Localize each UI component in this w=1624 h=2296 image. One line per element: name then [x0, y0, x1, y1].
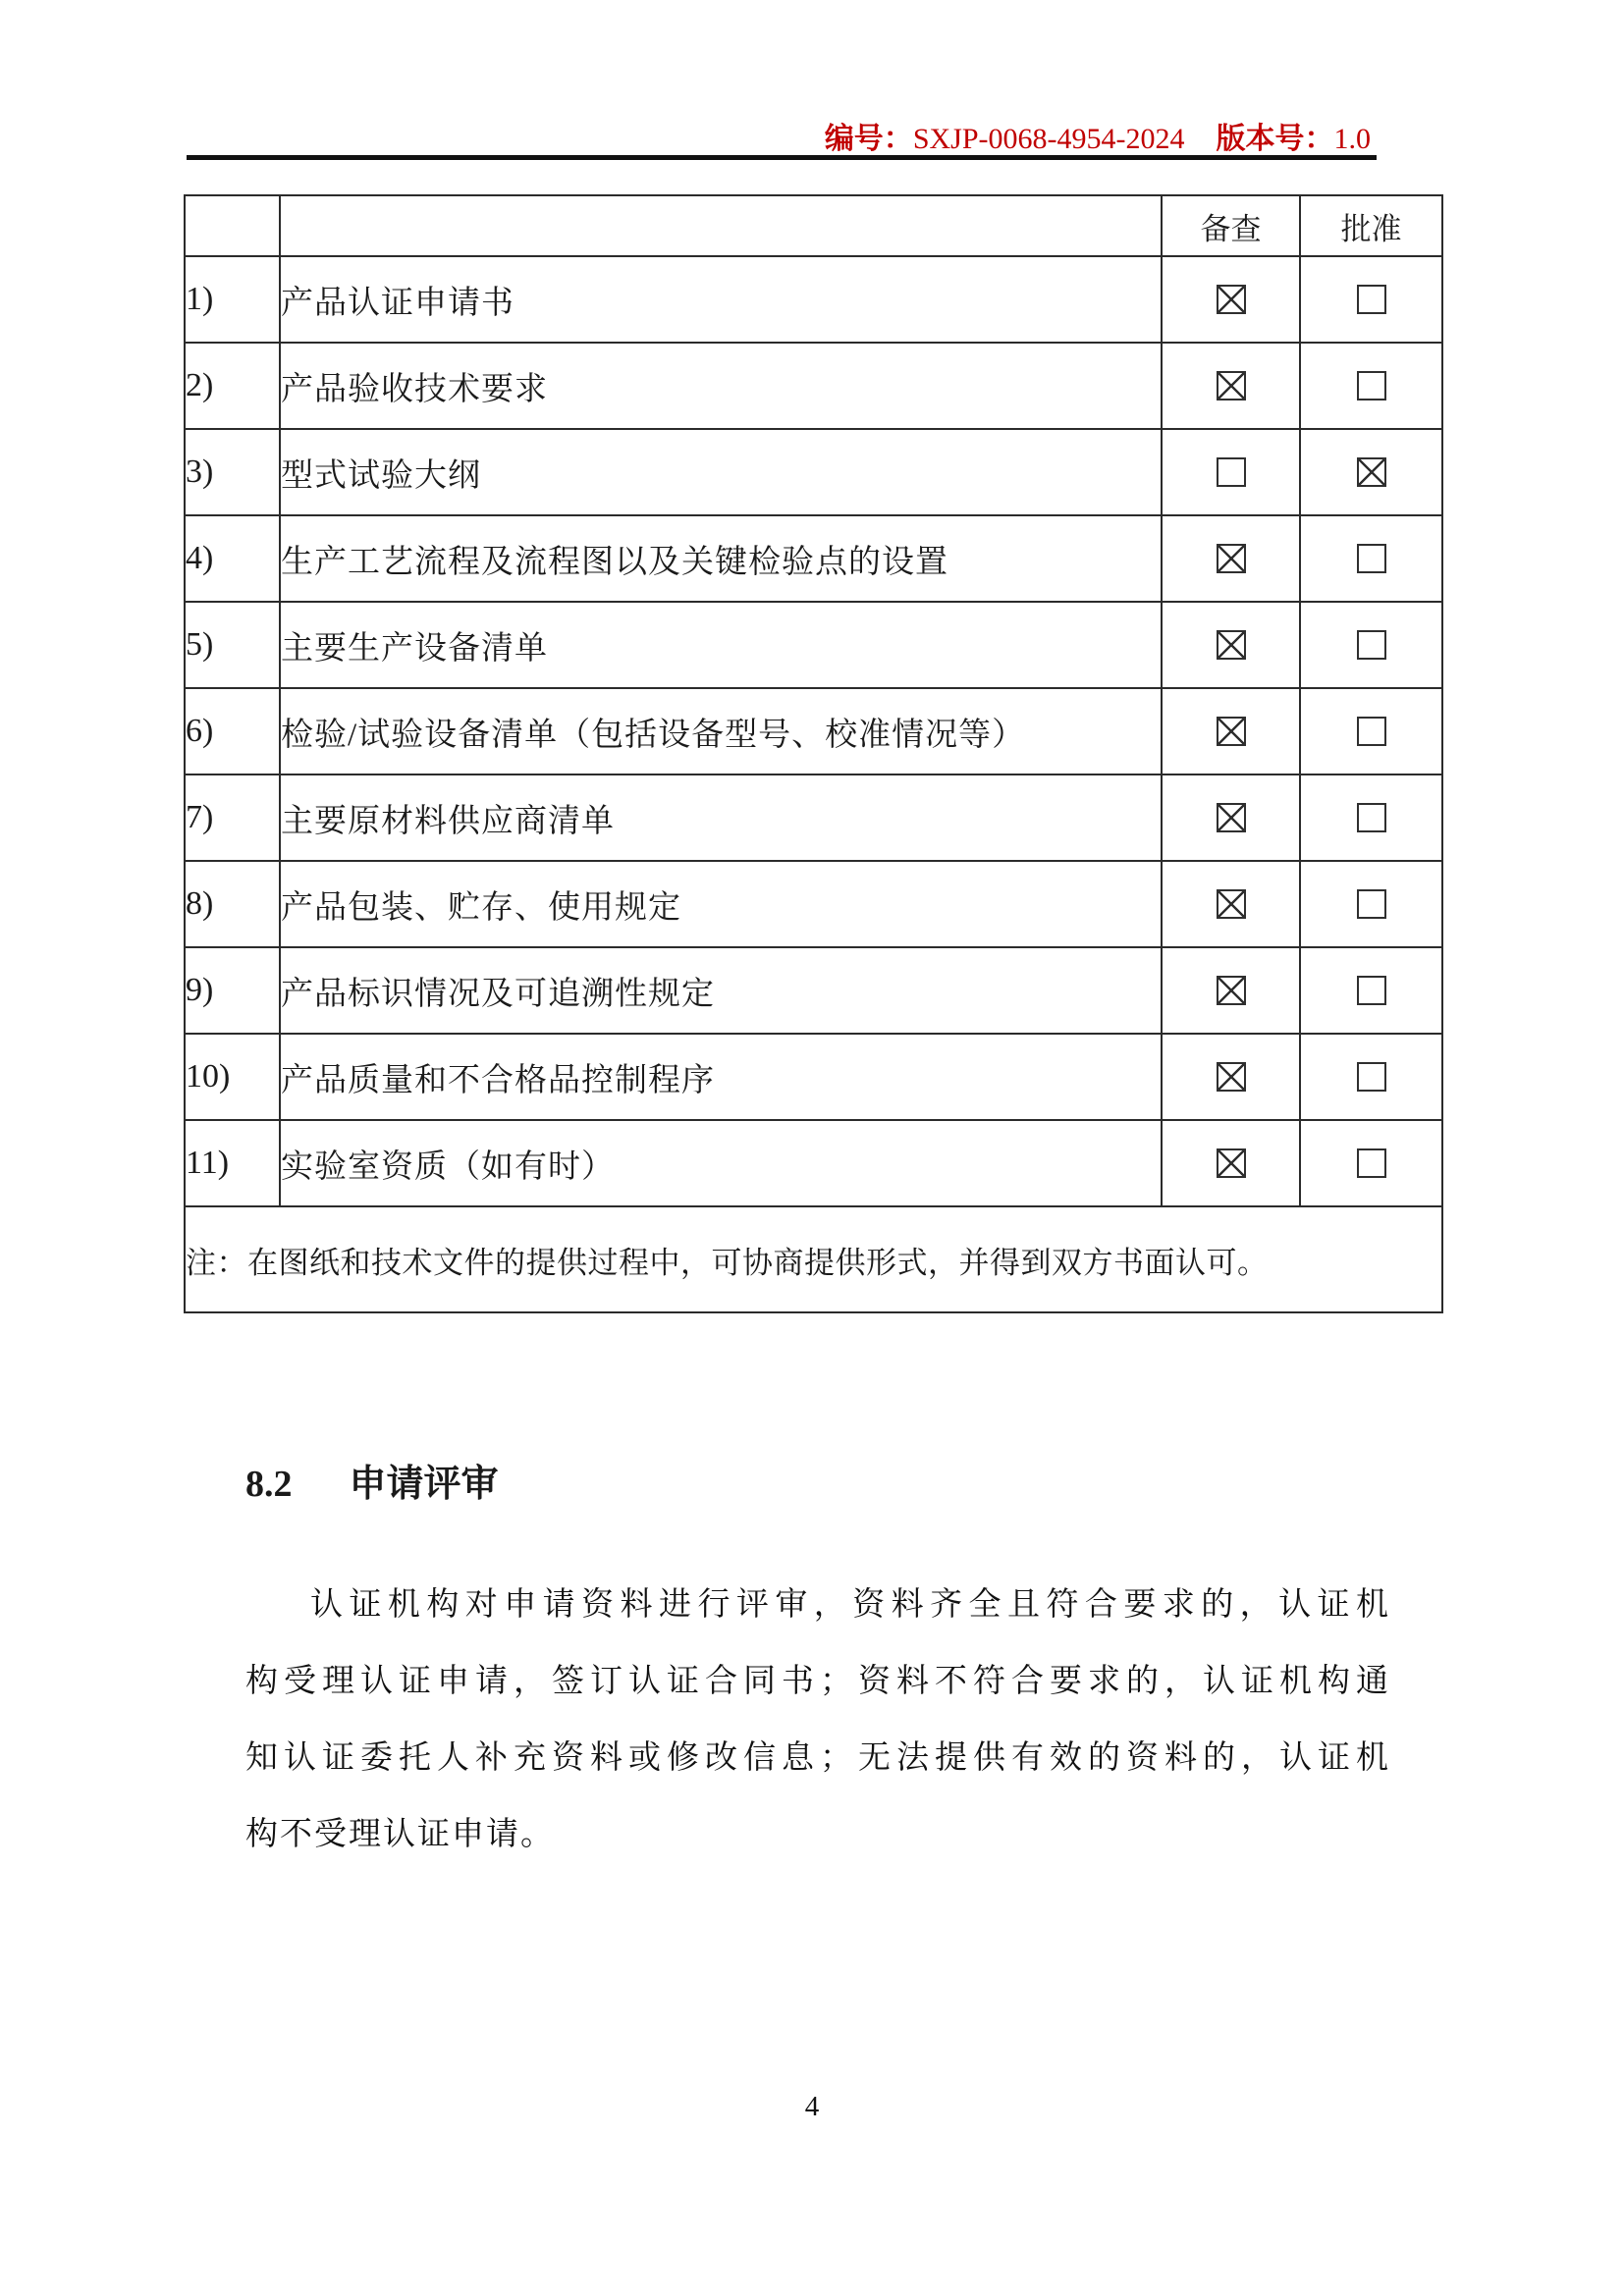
beicha-cell — [1162, 256, 1300, 343]
pizhun-checkbox[interactable] — [1357, 630, 1386, 660]
pizhun-cell — [1300, 429, 1442, 515]
row-number-cell: 8) — [185, 861, 280, 947]
row-number-cell: 1) — [185, 256, 280, 343]
row-number-cell: 4) — [185, 515, 280, 602]
beicha-cell — [1162, 343, 1300, 429]
pizhun-checkbox[interactable] — [1357, 544, 1386, 573]
item-cell: 产品认证申请书 — [280, 256, 1162, 343]
row-number-cell: 6) — [185, 688, 280, 774]
beicha-checkbox[interactable] — [1217, 803, 1246, 832]
pizhun-checkbox[interactable] — [1357, 457, 1386, 487]
table-note: 注：在图纸和技术文件的提供过程中，可协商提供形式，并得到双方书面认可。 — [185, 1206, 1442, 1312]
beicha-cell — [1162, 1034, 1300, 1120]
pizhun-checkbox[interactable] — [1357, 285, 1386, 314]
pizhun-cell — [1300, 1120, 1442, 1206]
item-column-header — [280, 195, 1162, 256]
item-cell: 产品质量和不合格品控制程序 — [280, 1034, 1162, 1120]
version-label: 版本号： — [1216, 123, 1334, 155]
item-cell: 产品包装、贮存、使用规定 — [280, 861, 1162, 947]
row-number-cell: 9) — [185, 947, 280, 1034]
table-header-row — [185, 195, 1442, 256]
pizhun-checkbox[interactable] — [1357, 976, 1386, 1005]
section-title: 申请评审 — [349, 1464, 499, 1505]
item-cell: 产品标识情况及可追溯性规定 — [280, 947, 1162, 1034]
beicha-checkbox[interactable] — [1217, 1062, 1246, 1092]
table-row — [185, 947, 1442, 1034]
beicha-cell — [1162, 602, 1300, 688]
paragraph-line: 认证机构对申请资料进行评审，资料齐全且符合要求的，认证机 — [310, 1587, 1390, 1623]
paragraph-line: 构受理认证申请，签订认证合同书；资料不符合要求的，认证机构通 — [245, 1664, 1390, 1699]
pizhun-cell — [1300, 861, 1442, 947]
table-row — [185, 861, 1442, 947]
pizhun-checkbox[interactable] — [1357, 371, 1386, 400]
number-column-header — [185, 195, 280, 256]
beicha-checkbox[interactable] — [1217, 371, 1246, 400]
table-row — [185, 343, 1442, 429]
page-footer — [0, 2091, 1624, 2123]
row-number-cell: 10) — [185, 1034, 280, 1120]
beicha-cell — [1162, 1120, 1300, 1206]
pizhun-checkbox[interactable] — [1357, 803, 1386, 832]
table-row — [185, 774, 1442, 861]
item-cell: 主要原材料供应商清单 — [280, 774, 1162, 861]
row-number-cell: 7) — [185, 774, 280, 861]
beicha-column-header: 备查 — [1162, 195, 1300, 256]
table-row — [185, 429, 1442, 515]
item-cell: 型式试验大纲 — [280, 429, 1162, 515]
table-row — [185, 256, 1442, 343]
item-cell: 主要生产设备清单 — [280, 602, 1162, 688]
item-cell: 检验/试验设备清单（包括设备型号、校准情况等） — [280, 688, 1162, 774]
beicha-cell — [1162, 429, 1300, 515]
pizhun-cell — [1300, 343, 1442, 429]
beicha-checkbox[interactable] — [1217, 976, 1246, 1005]
beicha-cell — [1162, 774, 1300, 861]
doc-number-label: 编号： — [824, 123, 913, 155]
pizhun-checkbox[interactable] — [1357, 1062, 1386, 1092]
beicha-checkbox[interactable] — [1217, 717, 1246, 746]
pizhun-cell — [1300, 602, 1442, 688]
pizhun-cell — [1300, 256, 1442, 343]
body-paragraph — [245, 1567, 1390, 1873]
table-row — [185, 515, 1442, 602]
item-cell: 产品验收技术要求 — [280, 343, 1162, 429]
paragraph-line: 构不受理认证申请。 — [245, 1817, 555, 1852]
row-number-cell: 2) — [185, 343, 280, 429]
page-number: 4 — [804, 2091, 820, 2122]
beicha-cell — [1162, 947, 1300, 1034]
row-number-cell: 3) — [185, 429, 280, 515]
table-row — [185, 688, 1442, 774]
beicha-cell — [1162, 515, 1300, 602]
pizhun-cell — [1300, 774, 1442, 861]
table-row — [185, 602, 1442, 688]
header-rule — [187, 155, 1377, 160]
pizhun-column-header: 批准 — [1300, 195, 1442, 256]
table-row — [185, 1120, 1442, 1206]
table-row — [185, 1034, 1442, 1120]
beicha-checkbox[interactable] — [1217, 889, 1246, 919]
pizhun-cell — [1300, 688, 1442, 774]
item-cell: 实验室资质（如有时） — [280, 1120, 1162, 1206]
pizhun-cell — [1300, 515, 1442, 602]
pizhun-cell — [1300, 1034, 1442, 1120]
beicha-checkbox[interactable] — [1217, 630, 1246, 660]
section-number: 8.2 — [245, 1464, 293, 1505]
pizhun-checkbox[interactable] — [1357, 889, 1386, 919]
beicha-checkbox[interactable] — [1217, 544, 1246, 573]
version-value: 1.0 — [1333, 123, 1371, 155]
beicha-checkbox[interactable] — [1217, 285, 1246, 314]
beicha-checkbox[interactable] — [1217, 1148, 1246, 1178]
beicha-checkbox[interactable] — [1217, 457, 1246, 487]
item-cell: 生产工艺流程及流程图以及关键检验点的设置 — [280, 515, 1162, 602]
doc-number-value: SXJP-0068-4954-2024 — [912, 123, 1185, 155]
pizhun-checkbox[interactable] — [1357, 717, 1386, 746]
row-number-cell: 11) — [185, 1120, 280, 1206]
beicha-cell — [1162, 861, 1300, 947]
section-heading — [245, 1453, 499, 1507]
pizhun-cell — [1300, 947, 1442, 1034]
row-number-cell: 5) — [185, 602, 280, 688]
checklist-table — [184, 194, 1443, 1313]
paragraph-line: 知认证委托人补充资料或修改信息；无法提供有效的资料的，认证机 — [245, 1740, 1390, 1776]
doc-header — [825, 114, 1371, 157]
pizhun-checkbox[interactable] — [1357, 1148, 1386, 1178]
beicha-cell — [1162, 688, 1300, 774]
table-note-row — [185, 1206, 1442, 1312]
